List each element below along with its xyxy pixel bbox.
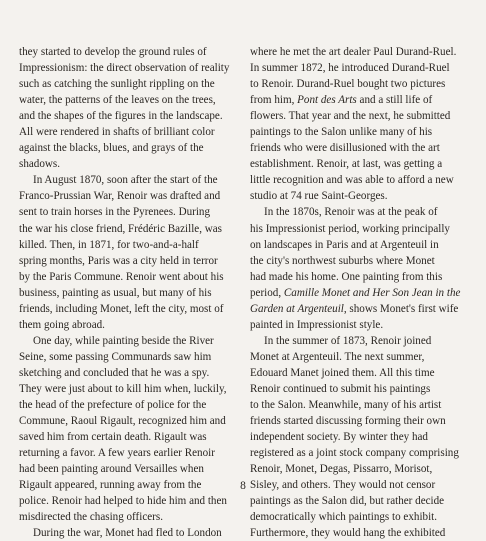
text-segment: Sisley, and others. They would not censor: [250, 479, 436, 492]
text-line: In August 1870, soon after the start of the: [33, 174, 218, 187]
text-line: [250, 493, 473, 509]
text-line: [250, 429, 473, 445]
left-text-column: [19, 44, 244, 541]
text-line: All were rendered in shafts of brilliant color: [19, 126, 215, 139]
text-line: Rigault appeared, running away from the: [19, 479, 202, 492]
text-line: business, painting as usual, but many of his: [19, 286, 212, 299]
text-line: [250, 349, 473, 365]
text-line: [250, 221, 473, 237]
text-line: [250, 140, 473, 156]
text-segment: In summer 1872, he introduced Durand-Ruel: [250, 62, 450, 75]
text-line: Franco-Prussian War, Renoir was drafted and: [19, 190, 221, 203]
text-line: One day, while painting beside the River: [33, 334, 214, 347]
text-line: them going abroad.: [19, 318, 105, 331]
text-line: Commune, Raoul Rigault, recognized him and: [19, 415, 226, 428]
text-line: and the shapes of the figures in the landscape.: [19, 110, 223, 123]
text-line: saved him from certain death. Rigault was: [19, 431, 207, 444]
text-line: During the war, Monet had fled to London: [33, 527, 222, 540]
text-line: [250, 172, 473, 188]
text-segment: paintings as the Salon did, but rather decide: [250, 495, 445, 508]
text-line: [250, 461, 473, 477]
text-line: [250, 76, 473, 92]
text-line: returning a favor. A few years earlier Renoir: [19, 447, 215, 460]
text-segment: the city's northwest suburbs where Monet: [250, 254, 435, 267]
text-segment: painted in Impressionist style.: [250, 318, 384, 331]
text-line: [250, 253, 473, 269]
text-segment: paintings to the Salon unlike many of his: [250, 126, 433, 139]
text-line: [250, 108, 473, 124]
text-line: killed. Then, in 1871, for two-and-a-half: [19, 238, 199, 251]
text-line: [250, 44, 473, 60]
text-line: [250, 365, 473, 381]
text-line: They were just about to kill him when, luckily,: [19, 382, 227, 395]
text-segment: flowers. That year and the next, he submitted: [250, 110, 451, 123]
text-segment: In the 1870s, Renoir was at the peak of: [264, 206, 438, 219]
text-line: police. Renoir had helped to hide him and then: [19, 495, 227, 508]
text-segment: Renoir continued to submit his paintings: [250, 382, 431, 395]
text-segment: Renoir, Monet, Degas, Pissarro, Morisot,: [250, 463, 433, 476]
text-segment: studio at 74 rue Saint-Georges.: [250, 190, 388, 203]
italic-title-text: Pont des Arts: [297, 94, 357, 107]
text-line: [250, 204, 473, 220]
text-line: [250, 317, 473, 333]
text-line: by the Paris Commune. Renoir went about his: [19, 270, 224, 283]
text-segment: democratically which paintings to exhibit.: [250, 511, 438, 524]
text-line: spring months, Paris was a city held in terror: [19, 254, 218, 267]
text-line: [250, 525, 473, 541]
text-segment: and a still life of: [356, 94, 433, 107]
text-segment: his Impressionist period, working principally: [250, 222, 450, 235]
right-text-column: [250, 44, 473, 541]
text-line: [250, 509, 473, 525]
text-line: sketching and concluded that he was a spy.: [19, 366, 210, 379]
text-line: [250, 301, 473, 317]
italic-title-text: Camille Monet and Her Son Jean in the: [283, 286, 461, 299]
text-line: friends, including Monet, left the city, most of: [19, 302, 224, 315]
text-segment: to the Salon. Meanwhile, many of his artist: [250, 399, 442, 412]
text-line: [250, 269, 473, 285]
text-line: shadows.: [19, 158, 60, 171]
text-line: [250, 92, 473, 108]
text-segment: Monet at Argenteuil. The next summer,: [250, 350, 425, 363]
text-line: [250, 413, 473, 429]
text-line: had been painting around Versailles when: [19, 463, 204, 476]
text-segment: Edouard Manet joined them. All this time: [250, 366, 435, 379]
text-segment: establishment. Renoir, at last, was getting a: [250, 158, 443, 171]
text-line: water, the patterns of the leaves on the trees,: [19, 94, 216, 107]
text-segment: where he met the art dealer Paul Durand-Ruel.: [250, 46, 457, 58]
text-line: [250, 333, 473, 349]
text-segment: little recognition and was able to afford a new: [250, 174, 454, 187]
text-line: Impressionism: the direct observation of reality: [19, 62, 230, 75]
text-line: they started to develop the ground rules of: [19, 46, 207, 58]
text-segment: independent society. By winter they had: [250, 431, 428, 444]
text-segment: period,: [250, 286, 284, 299]
text-segment: on landscapes in Paris and at Argenteuil in: [250, 238, 439, 251]
text-line: [250, 285, 473, 301]
text-line: against the blacks, blues, and grays of the: [19, 142, 204, 155]
text-segment: to Renoir. Durand-Ruel bought two pictures: [250, 78, 446, 91]
text-line: [250, 188, 473, 204]
text-line: [250, 237, 473, 253]
text-segment: Furthermore, they would hang the exhibited: [250, 527, 446, 540]
text-segment: from him,: [250, 94, 298, 107]
text-line: [250, 156, 473, 172]
text-segment: had made his home. One painting from this: [250, 270, 443, 283]
text-line: [250, 445, 473, 461]
text-line: sent to train horses in the Pyrenees. During: [19, 206, 211, 219]
text-segment: , shows Monet's first wife: [343, 302, 459, 315]
italic-title-text: Garden at Argenteuil: [250, 302, 344, 315]
text-segment: friends started discussing forming their own: [250, 415, 446, 428]
text-line: [250, 60, 473, 76]
text-line: the war his close friend, Frédéric Bazille, was: [19, 222, 223, 235]
text-line: Seine, some passing Communards saw him: [19, 350, 212, 363]
text-line: the head of the prefecture of police for the: [19, 399, 207, 412]
text-line: [250, 124, 473, 140]
text-segment: friends who were disillusioned with the art: [250, 142, 440, 155]
text-segment: registered as a joint stock company comprising: [250, 447, 459, 460]
text-line: [250, 381, 473, 397]
text-line: misdirected the chasing officers.: [19, 511, 163, 524]
text-line: such as catching the sunlight rippling on the: [19, 78, 215, 91]
text-segment: In the summer of 1873, Renoir joined: [264, 334, 432, 347]
page-number: 8: [240, 480, 246, 492]
text-line: [250, 397, 473, 413]
